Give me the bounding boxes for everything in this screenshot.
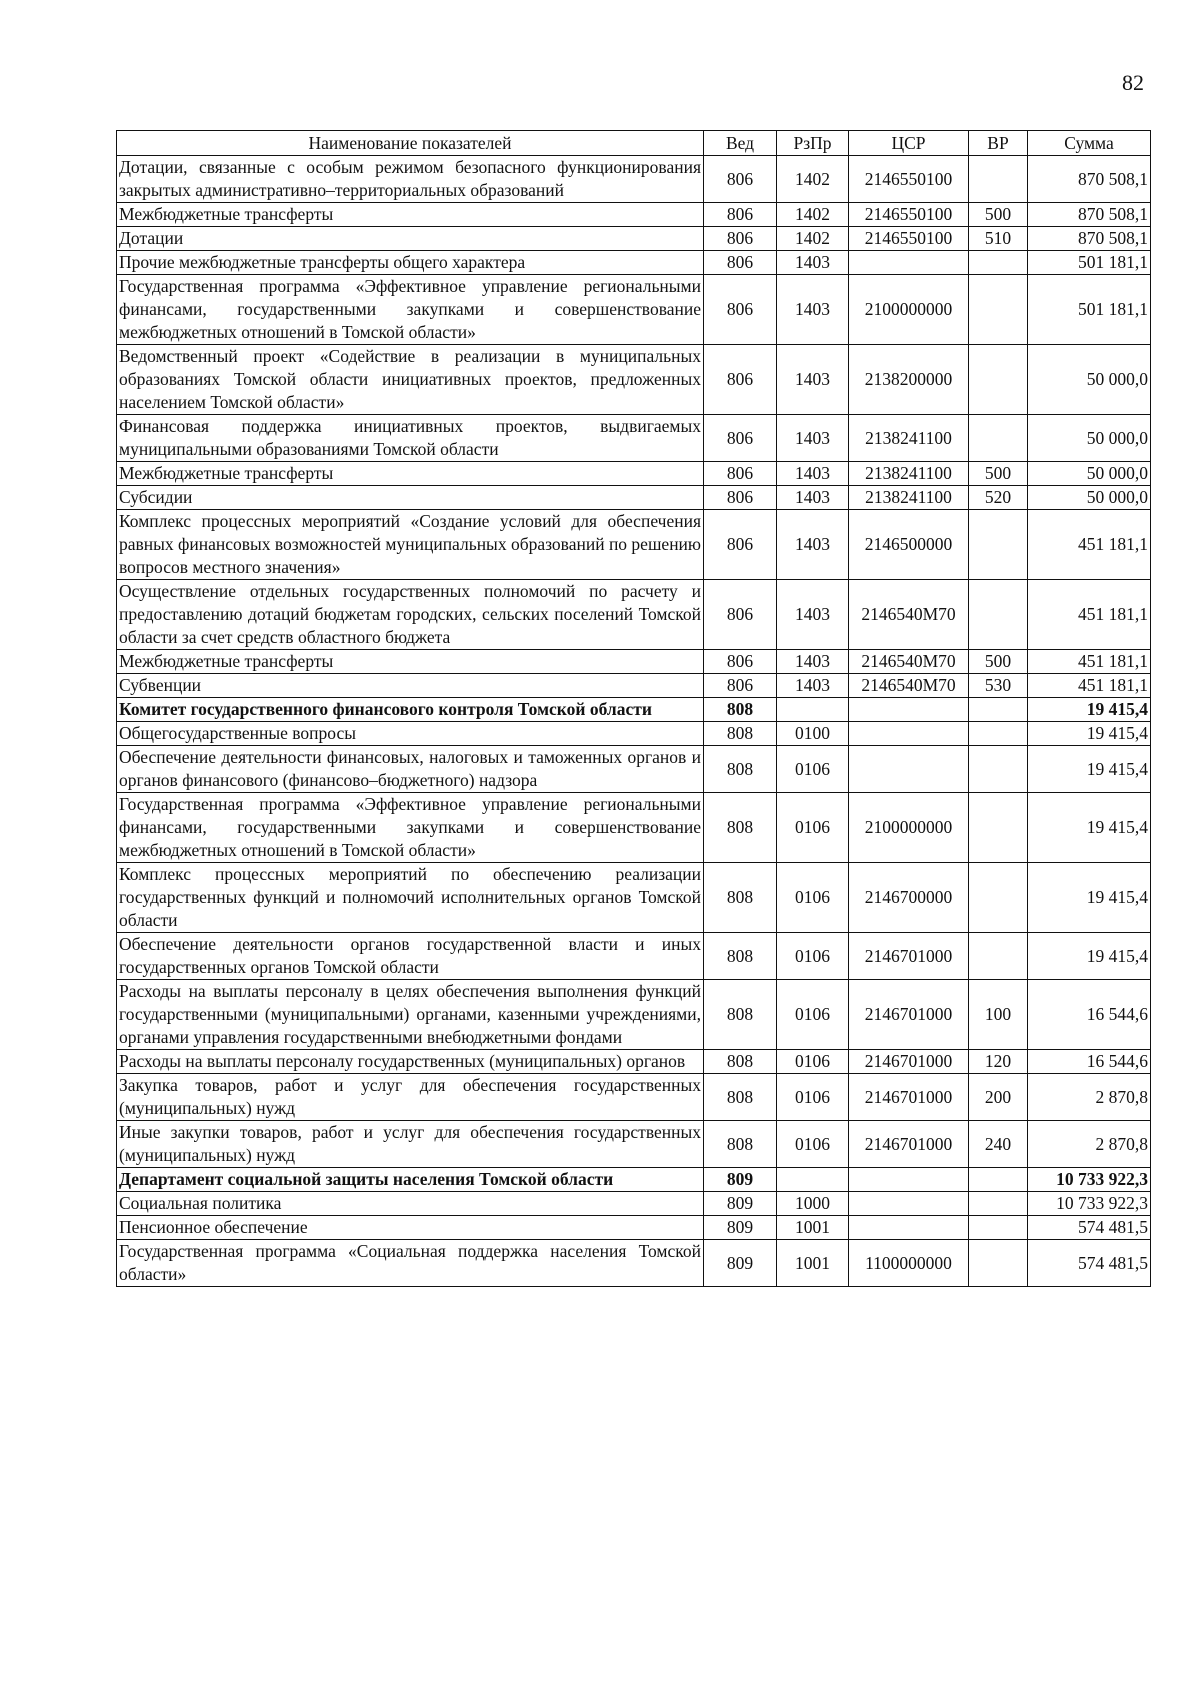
cell-rzpr: 1403 [777,275,849,345]
cell-sum: 16 544,6 [1028,1050,1151,1074]
cell-csr [849,1168,969,1192]
cell-vr: 500 [969,650,1028,674]
cell-rzpr: 1403 [777,486,849,510]
cell-csr: 2146540М70 [849,650,969,674]
cell-ved: 809 [704,1192,777,1216]
cell-name: Прочие межбюджетные трансферты общего характера [117,251,704,275]
cell-vr: 520 [969,486,1028,510]
cell-name: Межбюджетные трансферты [117,462,704,486]
cell-ved: 806 [704,580,777,650]
header-csr: ЦСР [849,131,969,156]
cell-ved: 806 [704,345,777,415]
cell-sum: 574 481,5 [1028,1240,1151,1287]
cell-rzpr: 1402 [777,156,849,203]
cell-sum: 16 544,6 [1028,980,1151,1050]
table-row [117,415,1151,462]
cell-vr: 500 [969,462,1028,486]
cell-name: Закупка товаров, работ и услуг для обеспечения государственных (муниципальных) нужд [117,1074,704,1121]
cell-vr: 100 [969,980,1028,1050]
cell-sum: 10 733 922,3 [1028,1192,1151,1216]
cell-ved: 808 [704,1074,777,1121]
cell-ved: 806 [704,203,777,227]
cell-sum: 19 415,4 [1028,746,1151,793]
cell-name: Обеспечение деятельности финансовых, налоговых и таможенных органов и органов финансового (финансово–бюджетного) надзора [117,746,704,793]
cell-ved: 808 [704,863,777,933]
cell-name: Государственная программа «Социальная поддержка населения Томской области» [117,1240,704,1287]
cell-csr: 2146700000 [849,863,969,933]
cell-sum: 19 415,4 [1028,793,1151,863]
cell-vr [969,793,1028,863]
table-row [117,1216,1151,1240]
cell-rzpr: 0106 [777,933,849,980]
cell-csr: 2146701000 [849,933,969,980]
cell-vr [969,722,1028,746]
table-row [117,251,1151,275]
cell-rzpr: 1403 [777,650,849,674]
cell-vr [969,156,1028,203]
cell-name: Комплекс процессных мероприятий «Создание условий для обеспечения равных финансовых возможностей муниципальных образований по решению вопросов местного значения» [117,510,704,580]
cell-vr: 510 [969,227,1028,251]
table-row [117,722,1151,746]
cell-name: Пенсионное обеспечение [117,1216,704,1240]
cell-vr [969,746,1028,793]
cell-sum: 451 181,1 [1028,674,1151,698]
cell-vr [969,580,1028,650]
cell-csr: 2146550100 [849,227,969,251]
table-row [117,1050,1151,1074]
cell-name: Субвенции [117,674,704,698]
cell-name: Межбюджетные трансферты [117,203,704,227]
cell-vr [969,1192,1028,1216]
cell-name: Иные закупки товаров, работ и услуг для обеспечения государственных (муниципальных) нужд [117,1121,704,1168]
cell-ved: 806 [704,486,777,510]
table-row [117,863,1151,933]
header-ved: Вед [704,131,777,156]
table-row [117,674,1151,698]
table-row [117,275,1151,345]
cell-sum: 50 000,0 [1028,345,1151,415]
cell-name: Обеспечение деятельности органов государственной власти и иных государственных органов Томской области [117,933,704,980]
cell-vr: 240 [969,1121,1028,1168]
table-row [117,345,1151,415]
cell-vr [969,933,1028,980]
table-row [117,462,1151,486]
cell-rzpr: 0106 [777,863,849,933]
cell-ved: 808 [704,1121,777,1168]
cell-rzpr: 1403 [777,674,849,698]
cell-name: Департамент социальной защиты населения Томской области [117,1168,704,1192]
cell-sum: 19 415,4 [1028,722,1151,746]
table-row [117,486,1151,510]
cell-name: Осуществление отдельных государственных полномочий по расчету и предоставлению дотаций бюджетам городских, сельских поселений Томской области за счет средств областного бюджета [117,580,704,650]
cell-ved: 806 [704,227,777,251]
cell-vr [969,1168,1028,1192]
cell-csr [849,722,969,746]
cell-csr: 2146701000 [849,980,969,1050]
cell-csr: 2146550100 [849,156,969,203]
cell-rzpr: 0106 [777,746,849,793]
cell-sum: 2 870,8 [1028,1121,1151,1168]
cell-csr: 2146540М70 [849,674,969,698]
table-row [117,227,1151,251]
cell-sum: 50 000,0 [1028,486,1151,510]
cell-rzpr: 0100 [777,722,849,746]
cell-csr [849,746,969,793]
cell-sum: 501 181,1 [1028,275,1151,345]
cell-ved: 809 [704,1240,777,1287]
cell-ved: 808 [704,722,777,746]
cell-ved: 806 [704,251,777,275]
cell-csr: 2146540М70 [849,580,969,650]
cell-csr [849,1192,969,1216]
table-row [117,1240,1151,1287]
cell-csr: 2138241100 [849,415,969,462]
table-row [117,1192,1151,1216]
cell-vr [969,345,1028,415]
cell-name: Расходы на выплаты персоналу государственных (муниципальных) органов [117,1050,704,1074]
cell-sum: 870 508,1 [1028,156,1151,203]
cell-sum: 19 415,4 [1028,863,1151,933]
cell-csr: 1100000000 [849,1240,969,1287]
cell-rzpr: 0106 [777,1121,849,1168]
cell-name: Ведомственный проект «Содействие в реализации в муниципальных образованиях Томской области инициативных проектов, предложенных населением Томской области» [117,345,704,415]
cell-rzpr: 1001 [777,1240,849,1287]
table-row [117,156,1151,203]
cell-ved: 806 [704,462,777,486]
cell-sum: 2 870,8 [1028,1074,1151,1121]
cell-name: Общегосударственные вопросы [117,722,704,746]
cell-rzpr: 0106 [777,1050,849,1074]
cell-name: Государственная программа «Эффективное управление региональными финансами, государственными закупками и совершенствование межбюджетных отношений в Томской области» [117,275,704,345]
cell-vr [969,510,1028,580]
cell-ved: 806 [704,510,777,580]
cell-rzpr: 1001 [777,1216,849,1240]
cell-rzpr: 1402 [777,227,849,251]
cell-vr [969,1216,1028,1240]
cell-csr: 2146701000 [849,1121,969,1168]
cell-sum: 574 481,5 [1028,1216,1151,1240]
cell-sum: 451 181,1 [1028,650,1151,674]
table-row [117,793,1151,863]
cell-name: Комитет государственного финансового контроля Томской области [117,698,704,722]
cell-vr [969,1240,1028,1287]
cell-rzpr: 0106 [777,793,849,863]
cell-ved: 808 [704,933,777,980]
table-row [117,1168,1151,1192]
cell-csr: 2100000000 [849,275,969,345]
header-sum: Сумма [1028,131,1151,156]
cell-vr [969,415,1028,462]
cell-csr [849,1216,969,1240]
cell-sum: 50 000,0 [1028,462,1151,486]
cell-rzpr: 1000 [777,1192,849,1216]
cell-ved: 806 [704,156,777,203]
table-row [117,1121,1151,1168]
budget-table [116,130,1151,1287]
cell-csr: 2146500000 [849,510,969,580]
cell-ved: 808 [704,793,777,863]
cell-name: Государственная программа «Эффективное управление региональными финансами, государственными закупками и совершенствование межбюджетных отношений в Томской области» [117,793,704,863]
cell-vr: 530 [969,674,1028,698]
cell-rzpr: 1402 [777,203,849,227]
table-header-row [117,131,1151,156]
header-rzpr: РзПр [777,131,849,156]
cell-name: Социальная политика [117,1192,704,1216]
cell-rzpr: 1403 [777,415,849,462]
cell-name: Финансовая поддержка инициативных проектов, выдвигаемых муниципальными образованиями Томской области [117,415,704,462]
cell-ved: 806 [704,674,777,698]
cell-sum: 19 415,4 [1028,698,1151,722]
cell-rzpr: 1403 [777,462,849,486]
cell-vr: 500 [969,203,1028,227]
cell-sum: 870 508,1 [1028,203,1151,227]
cell-ved: 808 [704,746,777,793]
cell-rzpr: 1403 [777,510,849,580]
header-name: Наименование показателей [117,131,704,156]
cell-rzpr: 0106 [777,1074,849,1121]
cell-rzpr [777,698,849,722]
cell-csr: 2138241100 [849,486,969,510]
table-row [117,746,1151,793]
cell-ved: 806 [704,650,777,674]
table-row [117,1074,1151,1121]
cell-ved: 808 [704,1050,777,1074]
cell-vr: 200 [969,1074,1028,1121]
cell-vr [969,863,1028,933]
cell-sum: 50 000,0 [1028,415,1151,462]
cell-sum: 870 508,1 [1028,227,1151,251]
table-row [117,580,1151,650]
table-row [117,698,1151,722]
cell-vr: 120 [969,1050,1028,1074]
cell-ved: 808 [704,698,777,722]
table-row [117,650,1151,674]
table-row [117,980,1151,1050]
cell-name: Дотации [117,227,704,251]
cell-name: Субсидии [117,486,704,510]
cell-ved: 806 [704,275,777,345]
cell-sum: 451 181,1 [1028,510,1151,580]
cell-name: Расходы на выплаты персоналу в целях обеспечения выполнения функций государственными (муниципальными) органами, казенными учреждениями, органами управления государственными внебюджетными фондами [117,980,704,1050]
table-row [117,203,1151,227]
cell-vr [969,251,1028,275]
cell-csr: 2138200000 [849,345,969,415]
cell-rzpr: 1403 [777,345,849,415]
cell-rzpr: 1403 [777,580,849,650]
cell-csr [849,698,969,722]
cell-ved: 808 [704,980,777,1050]
cell-name: Дотации, связанные с особым режимом безопасного функционирования закрытых административно–территориальных образований [117,156,704,203]
cell-sum: 19 415,4 [1028,933,1151,980]
cell-ved: 806 [704,415,777,462]
cell-ved: 809 [704,1216,777,1240]
cell-csr: 2100000000 [849,793,969,863]
cell-vr [969,275,1028,345]
cell-vr [969,698,1028,722]
table-row [117,510,1151,580]
cell-csr: 2146701000 [849,1074,969,1121]
cell-csr [849,251,969,275]
table-row [117,933,1151,980]
cell-rzpr: 1403 [777,251,849,275]
header-vr: ВР [969,131,1028,156]
cell-rzpr [777,1168,849,1192]
cell-sum: 10 733 922,3 [1028,1168,1151,1192]
cell-csr: 2146550100 [849,203,969,227]
cell-rzpr: 0106 [777,980,849,1050]
cell-csr: 2138241100 [849,462,969,486]
cell-csr: 2146701000 [849,1050,969,1074]
page-number: 82 [1122,70,1144,95]
cell-ved: 809 [704,1168,777,1192]
cell-name: Комплекс процессных мероприятий по обеспечению реализации государственных функций и полномочий исполнительных органов Томской области [117,863,704,933]
cell-sum: 501 181,1 [1028,251,1151,275]
cell-name: Межбюджетные трансферты [117,650,704,674]
cell-sum: 451 181,1 [1028,580,1151,650]
